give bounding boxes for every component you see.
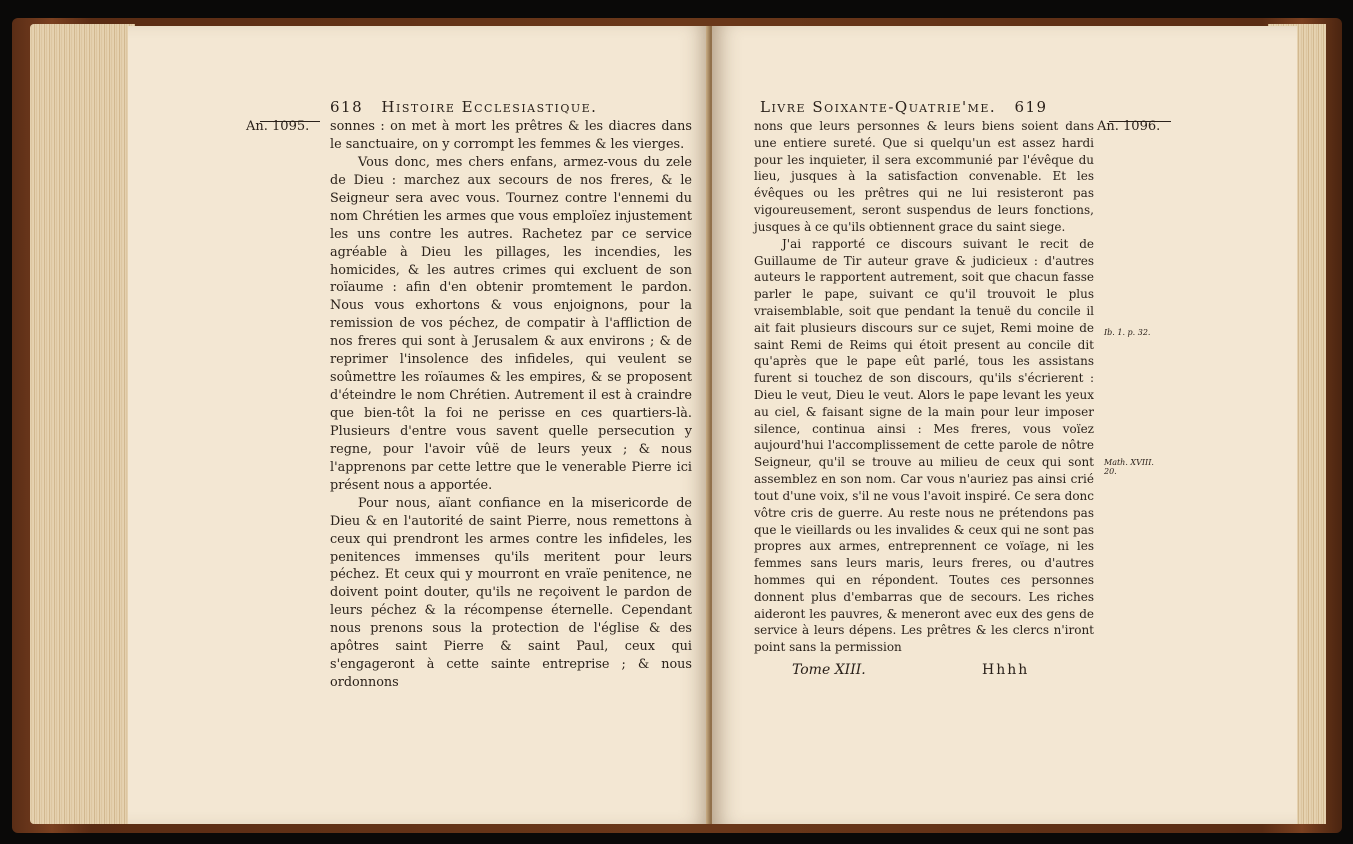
left-paragraph-2: Vous donc, mes chers enfans, armez-vous du zele de Dieu : marchez aux secours de nos freres, & le Seigneur sera avec vous. Tournez contre l'ennemi du nom Chrétien les armes que vous emploïez injustement les uns contre les autres. Rachetez par ce service agréable à Dieu les pillages, les incendies, les homicides, & les autres crimes qui excluent de son roïaume : afin d'en obtenir promtement le pardon. Nous vous exhortons & vous enjoignons, pour la remission de vos péchez, de compatir à l'affliction de nos freres qui sont à Jerusalem & aux environs ; & de reprimer l'insolence des infideles, qui veulent se soûmettre les roïaumes & les empires, & se proposent d'éteindre le nom Chrétien. Autrement il est à craindre que bien-tôt la foi ne perisse en ces quartiers-là. Plusieurs d'entre vous savent quelle persecution y regne, pour l'avoir vûë de leurs yeux ; & nous l'apprenons par cette lettre que le venerable Pierre ici présent nous a apportée. (330, 154, 692, 493)
left-page-number: 618 (330, 98, 364, 116)
left-running-head (330, 98, 597, 116)
left-head-title: Histoire Ecclesiastique. (381, 98, 598, 116)
footer-signature: Hhhh (982, 662, 1030, 678)
left-page (128, 26, 710, 824)
left-body (330, 118, 692, 692)
footer-volume: Tome XIII. (792, 662, 866, 678)
left-margin-year: An. 1095. (246, 119, 310, 134)
right-running-head (760, 98, 1048, 116)
right-page-number: 619 (1014, 98, 1048, 116)
right-paragraph-2: J'ai rapporté ce discours suivant le recit de Guillaume de Tir auteur grave & judicieux : d'autres auteurs le rapportent autrement, soit que chacun fasse parler le pape, suivant ce qu'il trouvoit le plus vraisemblable, soit que pendant la tenuë du concile il ait fait plusieurs discours sur ce sujet, Remi moine de saint Remi de Reims qui étoit present au concile dit qu'après que le pape eût parlé, tous les assistans furent si touchez de son discours, qu'ils s'écrierent : Dieu le veut, Dieu le veut. Alors le pape levant les yeux au ciel, & faisant signe de la main pour leur imposer silence, continua ainsi : Mes freres, vous voïez aujourd'hui l'accomplissement de cette parole de nôtre Seigneur, qu'il se trouve au milieu de ceux qui sont assemblez en son nom. Car vous n'auriez pas ainsi crié tout d'une voix, s'il ne vous l'avoit inspiré. Ce sera donc vôtre cris de guerre. Au reste nous ne prétendons pas que le vieillards ou les invalides & ceux qui ne sont pas propres aux armes, entreprennent ce voïage, ni les femmes sans leurs maris, leurs freres, ou d'autres hommes qui en répondent. Toutes ces personnes donnent plus d'embarras que de secours. Les riches aideront les pauvres, & meneront avec eux des gens de service à leurs dépens. Les prêtres & les clercs n'iront point sans la permission (754, 236, 1094, 655)
right-margin-year: An. 1096. (1097, 119, 1161, 134)
left-paragraph-3: Pour nous, aïant confiance en la misericorde de Dieu & en l'autorité de saint Pierre, nous remettons à ceux qui prendront les armes contre les infideles, les penitences immenses qu'ils meritent pour leurs péchez. Et ceux qui y mourront en vraïe penitence, ne doivent point douter, qu'ils ne reçoivent le pardon de leurs péchez & la récompense éternelle. Cependant nous prenons sous la protection de l'église & des apôtres saint Pierre & saint Paul, ceux qui s'engageront à cette sainte entreprise ; & nous ordonnons (330, 495, 692, 691)
right-page (712, 26, 1297, 824)
right-head-title: Livre Soixante-Quatrie'me. (760, 98, 997, 116)
page-edges-left (30, 24, 135, 824)
margin-note-math: Math. XVIII. 20. (1104, 458, 1154, 476)
left-paragraph-1: sonnes : on met à mort les prêtres & les diacres dans le sanctuaire, on y corrompt les femmes & les vierges. (330, 119, 692, 152)
margin-note-ib: Ib. 1. p. 32. (1104, 328, 1151, 337)
right-body (754, 118, 1094, 656)
right-paragraph-1: nons que leurs personnes & leurs biens soient dans une entiere sureté. Que si quelqu'un est assez hardi pour les inquieter, il sera excommunié par l'évêque du lieu, jusques à la satisfaction convenable. Et les évêques ou les prêtres qui ne lui resisteront pas vigoureusement, seront suspendus de leurs fonctions, jusques à ce qu'ils obtiennent grace du saint siege. (754, 119, 1094, 234)
